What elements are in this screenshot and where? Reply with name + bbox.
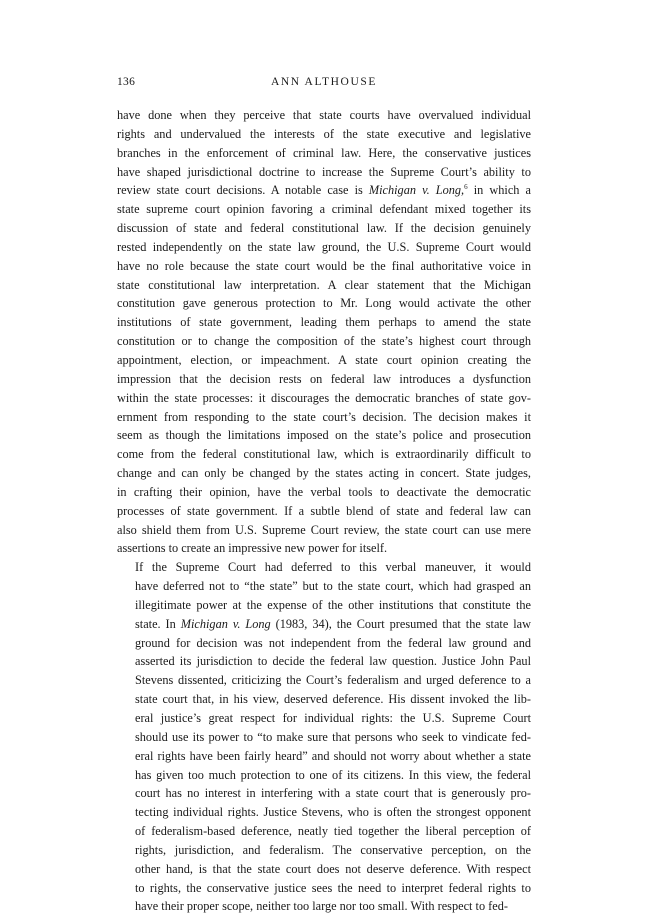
text-segment: change and can only be changed by the states acting in concert. State judges, [117, 466, 531, 481]
text-line [117, 464, 531, 483]
text-segment: assertions to create an impressive new power for itself. [117, 541, 388, 556]
text-line [117, 803, 531, 822]
text-line [117, 351, 531, 370]
text-line [117, 370, 531, 389]
text-line [117, 521, 531, 540]
text-line [117, 822, 531, 841]
text-line [117, 634, 531, 653]
text-line [117, 483, 531, 502]
text-segment: review state court decisions. A notable case is [117, 183, 369, 198]
text-segment: eral rights have been fairly heard” and should not worry about whether a state [135, 748, 531, 763]
text-line [117, 219, 531, 238]
text-segment: Stevens dissented, criticizing the Court’s federalism and urged deference to a [135, 673, 531, 688]
text-line [117, 615, 531, 634]
text-segment: tecting individual rights. Justice Stevens, who is often the strongest opponent [135, 805, 531, 820]
text-line [117, 728, 531, 747]
text-line [117, 163, 531, 182]
text-segment: within the state processes: it discourages the democratic branches of state gov- [117, 390, 531, 405]
text-segment: discussion of state and federal constitutional law. If the decision genuinely [117, 221, 531, 236]
text-segment: have no role because the state court would be the final authoritative voice in [117, 258, 531, 273]
text-line [117, 181, 531, 200]
text-segment: have deferred not to “the state” but to the state court, which had grasped an [135, 579, 531, 594]
text-segment: to rights, the conservative justice sees the need to interpret federal rights to [135, 880, 531, 895]
text-segment: court has no interest in interfering with a state court that is generously pro- [135, 786, 531, 801]
text-line [117, 690, 531, 709]
text-segment: other hand, is that the state court does not deserve deference. With respect [135, 861, 531, 876]
text-segment: branches in the enforcement of criminal law. Here, the conservative justices [117, 145, 531, 160]
text-segment: have done when they perceive that state courts have overvalued individual [117, 108, 531, 122]
text-line [117, 238, 531, 257]
running-title: ANN ALTHOUSE [271, 76, 377, 88]
text-line [117, 408, 531, 427]
text-line [117, 709, 531, 728]
text-line [117, 596, 531, 615]
text-segment: ernment from responding to the state court’s decision. The decision makes it [117, 409, 531, 424]
text-segment: has given too much protection to one of its citizens. In this view, the federal [135, 767, 531, 782]
paragraph [117, 106, 531, 558]
text-line [117, 257, 531, 276]
text-line [117, 426, 531, 445]
text-segment: processes of state government. If a subtle blend of state and federal law can [117, 503, 531, 518]
text-line [117, 332, 531, 351]
text-line [117, 879, 531, 898]
text-segment: asserted its jurisdiction to decide the federal law question. Justice John Paul [135, 654, 531, 669]
text-line [117, 671, 531, 690]
text-line [117, 558, 531, 577]
text-segment: ground for decision was not independent from the federal law ground and [135, 635, 531, 650]
body-text [117, 106, 531, 916]
footnote-marker[interactable]: 6 [464, 183, 468, 192]
paragraph [117, 558, 531, 916]
text-segment: in which a [467, 183, 531, 198]
text-line [117, 860, 531, 879]
text-line [117, 445, 531, 464]
text-segment: institutions of state government, leading them perhaps to amend the state [117, 315, 531, 330]
text-line [117, 313, 531, 332]
text-segment: come from the federal constitutional law, which is extraordinarily difficult to [117, 447, 531, 462]
text-segment: rested independently on the state law ground, the U.S. Supreme Court would [117, 239, 531, 254]
text-segment: have shaped jurisdictional doctrine to increase the Supreme Court’s ability to [117, 164, 531, 179]
text-line [117, 766, 531, 785]
text-line [117, 539, 531, 558]
text-segment: eral justice’s great respect for individual rights: the U.S. Supreme Court [135, 711, 531, 725]
text-segment: rights, jurisdiction, and federalism. The conservative perception, on the [135, 842, 531, 857]
text-segment: rights and undervalued the interests of the state executive and legislative [117, 126, 531, 141]
case-name: Michigan v. Long, [368, 183, 465, 198]
text-segment: constitution gave generous protection to Mr. Long would activate the other [117, 296, 531, 311]
text-segment: state supreme court opinion favoring a criminal defendant mixed together its [117, 202, 531, 217]
text-segment: seem as though the limitations imposed on the state’s police and prosecution [117, 428, 531, 443]
text-line [117, 106, 531, 125]
text-line [117, 841, 531, 860]
text-segment: illegitimate power at the expense of the other institutions that constitute the [135, 597, 531, 612]
text-line [117, 502, 531, 521]
text-line [117, 577, 531, 596]
text-segment: state. In [135, 616, 181, 631]
text-segment: should use its power to “to make sure that persons who seek to vindicate fed- [135, 729, 531, 744]
text-line [117, 276, 531, 295]
text-segment: (1983, 34), the Court presumed that the state law [270, 616, 531, 631]
case-name: Michigan v. Long [180, 616, 271, 631]
text-segment: impression that the decision rests on federal law introduces a dysfunction [117, 371, 531, 386]
text-segment: state court that, in his view, deserved deference. His dissent invoked the lib- [135, 692, 531, 707]
text-line [117, 200, 531, 219]
text-segment: appointment, election, or impeachment. A state court opinion creating the [117, 352, 531, 367]
text-line [117, 144, 531, 163]
text-segment: state constitutional law interpretation. A clear statement that the Michigan [117, 277, 531, 292]
text-segment: If the Supreme Court had deferred to this verbal maneuver, it would [135, 560, 531, 575]
running-head [117, 76, 531, 94]
book-page [117, 76, 531, 916]
text-segment: of federalism-based deference, neatly tied together the liberal perception of [135, 824, 531, 839]
text-line [117, 294, 531, 313]
text-line [117, 784, 531, 803]
text-segment: constitution or to change the composition of the state’s highest court through [117, 334, 531, 349]
text-line [117, 652, 531, 671]
text-line [117, 389, 531, 408]
text-segment: have their proper scope, neither too large nor too small. With respect to fed- [135, 899, 508, 914]
text-line [117, 747, 531, 766]
text-segment: also shield them from U.S. Supreme Court review, the state court can use mere [117, 522, 531, 537]
text-line [117, 125, 531, 144]
page-number: 136 [117, 76, 136, 88]
text-segment: in crafting their opinion, have the verbal tools to deactivate the democratic [117, 484, 531, 499]
text-line [117, 897, 531, 916]
